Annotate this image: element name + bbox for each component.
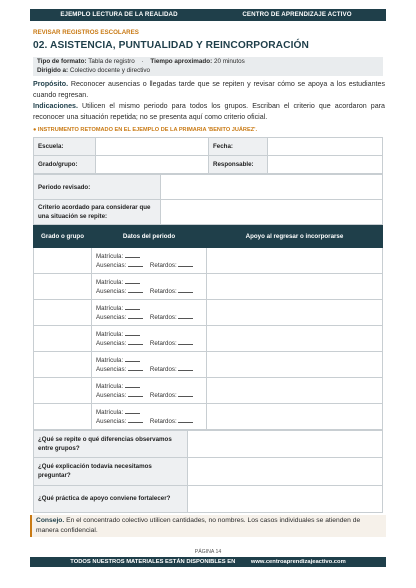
ausencias-blank[interactable] (128, 391, 143, 397)
purpose-label: Propósito. (33, 80, 69, 88)
questions-table (33, 430, 383, 513)
ausencias-blank[interactable] (128, 365, 143, 371)
attendance-table (33, 225, 383, 430)
retardos-blank[interactable] (178, 365, 193, 371)
section-tag: REVISAR REGISTROS ESCOLARES (33, 29, 139, 36)
datos-cell[interactable] (92, 326, 207, 352)
matricula-blank[interactable] (125, 304, 140, 310)
ausencias-label: Ausencias: (96, 313, 127, 321)
advice-box (30, 515, 386, 537)
grado-cell[interactable] (34, 274, 92, 300)
retardos-label: Retardos: (149, 339, 177, 347)
school-info-table (33, 137, 383, 174)
grado-cell[interactable] (34, 326, 92, 352)
apoyo-cell[interactable] (207, 300, 383, 326)
format-label: Tipo de formato: (37, 58, 87, 65)
grado-cell[interactable] (34, 404, 92, 430)
apoyo-cell[interactable] (207, 378, 383, 404)
instructions-label: Indicaciones. (33, 102, 78, 110)
datos-cell[interactable] (92, 248, 207, 274)
matricula-blank[interactable] (125, 356, 140, 362)
datos-cell[interactable] (92, 274, 207, 300)
ausencias-blank[interactable] (128, 417, 143, 423)
col-header-grado: Grado o grupo (34, 226, 92, 248)
matricula-blank[interactable] (125, 252, 140, 258)
question-1: ¿Qué se repite o qué diferencias observamos entre grupos? (34, 431, 188, 458)
matricula-blank[interactable] (125, 278, 140, 284)
retardos-label: Retardos: (149, 417, 177, 425)
ausencias-label: Ausencias: (96, 365, 127, 373)
advice-text: En el concentrado colectivo utilicen cantidades, no nombres. Los casos individuales se atienden de manera confidencial. (36, 517, 361, 534)
grado-cell[interactable] (34, 300, 92, 326)
audience-label: Dirigido a: (37, 66, 69, 74)
header-left: EJEMPLO LECTURA DE LA REALIDAD (60, 11, 178, 18)
retardos-label: Retardos: (149, 287, 177, 295)
datos-cell[interactable] (92, 352, 207, 378)
apoyo-cell[interactable] (207, 326, 383, 352)
retardos-blank[interactable] (178, 261, 193, 267)
answer-2-field[interactable] (188, 458, 383, 485)
format-value: Tabla de registro (88, 58, 135, 65)
time-value: 20 minutos (213, 58, 245, 65)
question-3: ¿Qué práctica de apoyo conviene fortalecer? (34, 485, 188, 512)
instructions-text: Utilicen el mismo periodo para todos los grupos. Escriban el criterio que acordaron para reconocer una situación repetida; no se presenta aquí como criterio oficial. (33, 102, 385, 121)
matricula-label: Matrícula: (96, 408, 124, 416)
header-bar (30, 9, 386, 21)
escuela-label: Escuela: (34, 138, 96, 156)
page-number: PÁGINA 14 (194, 549, 222, 555)
meta-separator: · (141, 58, 144, 65)
matricula-label: Matrícula: (96, 382, 124, 390)
question-2: ¿Qué explicación todavía necesitamos preguntar? (34, 458, 188, 485)
col-header-datos: Datos del periodo (92, 226, 207, 248)
page-title: 02. ASISTENCIA, PUNTUALIDAD Y REINCORPORACIÓN (33, 40, 310, 51)
answer-3-field[interactable] (188, 485, 383, 512)
instructions-paragraph (33, 101, 385, 123)
retardos-blank[interactable] (178, 313, 193, 319)
matricula-label: Matrícula: (96, 356, 124, 364)
periodo-field[interactable] (161, 175, 383, 200)
table-row (34, 248, 383, 274)
datos-cell[interactable] (92, 300, 207, 326)
retardos-blank[interactable] (178, 339, 193, 345)
table-row (34, 326, 383, 352)
apoyo-cell[interactable] (207, 274, 383, 300)
retardos-blank[interactable] (178, 391, 193, 397)
retardos-blank[interactable] (178, 287, 193, 293)
responsable-label: Responsable: (209, 156, 268, 174)
matricula-label: Matrícula: (96, 252, 124, 260)
ausencias-label: Ausencias: (96, 417, 127, 425)
footer-bar (30, 557, 386, 567)
escuela-field[interactable] (96, 138, 209, 156)
matricula-label: Matrícula: (96, 304, 124, 312)
advice-label: Consejo. (36, 517, 65, 524)
matricula-blank[interactable] (125, 330, 140, 336)
table-row (34, 378, 383, 404)
ausencias-blank[interactable] (128, 261, 143, 267)
ausencias-label: Ausencias: (96, 261, 127, 269)
table-row (34, 300, 383, 326)
purpose-paragraph (33, 79, 385, 101)
matricula-label: Matrícula: (96, 330, 124, 338)
header-right: CENTRO DE APRENDIZAJE ACTIVO (242, 11, 352, 18)
retardos-label: Retardos: (149, 365, 177, 373)
periodo-label: Periodo revisado: (34, 175, 161, 200)
footer-url[interactable]: www.centroaprendizajeactivo.com (250, 559, 346, 565)
col-header-apoyo: Apoyo al regresar o incorporarse (207, 226, 383, 248)
datos-cell[interactable] (92, 378, 207, 404)
criterio-field[interactable] (161, 200, 383, 225)
matricula-label: Matrícula: (96, 278, 124, 286)
retardos-label: Retardos: (149, 261, 177, 269)
purpose-text: Reconocer ausencias o llegadas tarde que se repiten y revisar cómo se apoya a los estudiantes cuando regresan. (33, 80, 385, 99)
grado-cell[interactable] (34, 248, 92, 274)
period-table (33, 174, 383, 225)
ausencias-label: Ausencias: (96, 287, 127, 295)
ausencias-blank[interactable] (128, 287, 143, 293)
meta-box (33, 57, 383, 76)
apoyo-cell[interactable] (207, 248, 383, 274)
retardos-label: Retardos: (149, 313, 177, 321)
fecha-field[interactable] (268, 138, 383, 156)
matricula-blank[interactable] (125, 382, 140, 388)
grado-field[interactable] (96, 156, 209, 174)
datos-cell[interactable] (92, 404, 207, 430)
ausencias-blank[interactable] (128, 339, 143, 345)
ausencias-blank[interactable] (128, 313, 143, 319)
table-row (34, 274, 383, 300)
grado-cell[interactable] (34, 378, 92, 404)
table-row (34, 404, 383, 430)
ausencias-label: Ausencias: (96, 391, 127, 399)
time-label: Tiempo aproximado: (150, 58, 213, 65)
apoyo-cell[interactable] (207, 352, 383, 378)
matricula-blank[interactable] (125, 408, 140, 414)
criterio-label: Criterio acordado para considerar que una situación se repite: (34, 200, 161, 225)
retardos-blank[interactable] (178, 417, 193, 423)
footer-text: TODOS NUESTROS MATERIALES ESTÁN DISPONIBLES EN (70, 559, 236, 565)
ausencias-label: Ausencias: (96, 339, 127, 347)
table-row (34, 352, 383, 378)
fecha-label: Fecha: (209, 138, 268, 156)
retardos-label: Retardos: (149, 391, 177, 399)
responsable-field[interactable] (268, 156, 383, 174)
answer-1-field[interactable] (188, 431, 383, 458)
audience-value: Colectivo docente y directivo (69, 66, 151, 74)
grado-cell[interactable] (34, 352, 92, 378)
apoyo-cell[interactable] (207, 404, 383, 430)
instrument-note: ● INSTRUMENTO RETOMADO EN EL EJEMPLO DE LA PRIMARIA 'BENITO JUÁREZ'. (33, 127, 258, 133)
grado-label: Grado/grupo: (34, 156, 96, 174)
